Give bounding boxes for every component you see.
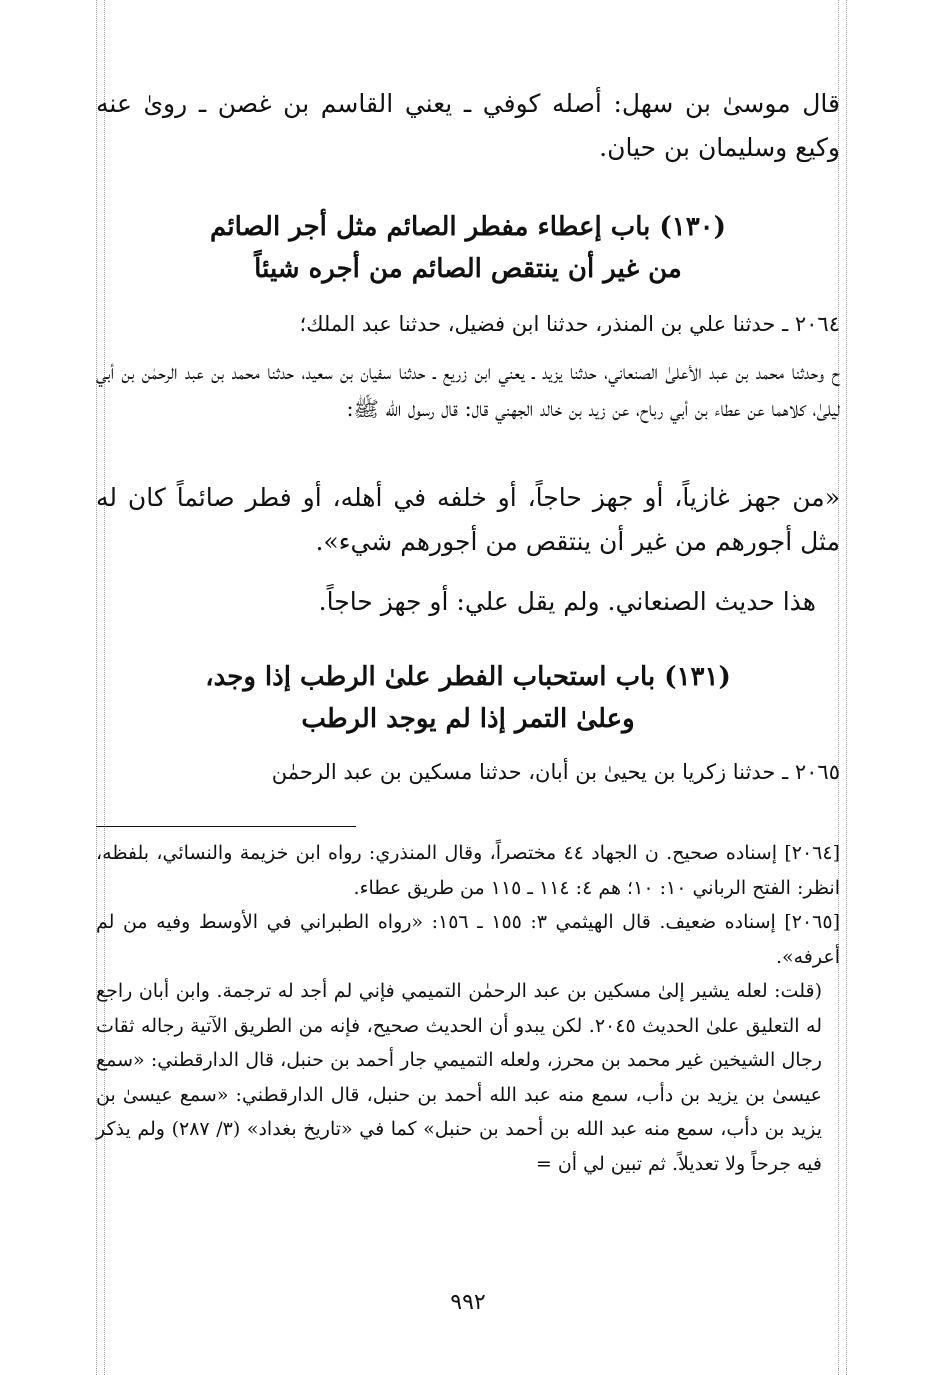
hadith-2064-note: هذا حديث الصنعاني. ولم يقل علي: أو جهز حاجاً. [318,587,816,616]
footnote-2065-ref: [٢٠٦٥] [784,911,840,933]
footnote-2065-comment: (قلت: لعله يشير إلىٰ مسكين بن عبد الرحمٰن التميمي فإني لم أجد له ترجمة. وابن أبان راجع له التعليق علىٰ الحديث ٢٠٤٥. لكن يبدو أن الحديث صحيح، فإنه من الطريق الآتية رجاله ثقات رجال الشيخين غير محمد بن محرز، ولعله التميمي جار أحمد بن حنبل، قال الدارقطني: «سمع عيسىٰ بن يزيد بن دأب، سمع منه عبد الله أحمد بن حنبل، قال الدارقطني: «سمع عيسىٰ بن يزيد بن دأب، سمع منه عبد الله بن أحمد بن حنبل» كما في «تاريخ بغداد» (٣/ ٢٨٧) ولم يذكر فيه جرحاً ولا تعديلاً. ثم تبين لي أن = [96,980,823,1175]
chapter-heading-130-line1: (١٣٠) باب إعطاء مفطر الصائم مثل أجر الصائم [210,212,726,242]
intro-paragraph: قال موسىٰ بن سهل: أصله كوفي ـ يعني القاسم بن غصن ـ روىٰ عنه وكيع وسليمان بن حيان. [96,89,840,162]
hadith-2064-opening: ٢٠٦٤ ـ حدثنا علي بن المنذر، حدثنا ابن فضيل، حدثنا عبد الملك؛ [299,312,840,336]
book-page [96,0,840,1375]
footnote-2065-text: إسناده ضعيف. قال الهيثمي ٣: ١٥٥ ـ ١٥٦: «رواه الطبراني في الأوسط وفيه من لم أعرفه». [96,911,840,968]
chapter-heading-131 [96,656,840,740]
footnote-2064 [96,836,840,905]
page-number: ٩٩٢ [450,1290,486,1315]
chapter-heading-130 [96,206,840,290]
scan-guide-right-outer [846,0,847,1375]
hadith-2064-matn: «من جهز غازياً، أو جهز حاجاً، أو خلفه في أهله، أو فطر صائماً كان له مثل أجورهم من غير أن ينتقص من أجورهم شيء». [96,483,840,556]
hadith-2064-isnad: ح وحدثنا محمد بن عبد الأعلىٰ الصنعاني، حدثنا يزيد ـ يعني ابن زريع ـ حدثنا سفيان بن سعيد، حدثنا محمد بن عبد الرحمٰن بن أبي ليلىٰ، كلاهما عن عطاء بن أبي رباح، عن زيد بن خالد الجهني قال: قال رسول الله ﷺ: [96,360,840,421]
footnote-2064-text: إسناده صحيح. ن الجهاد ٤٤ مختصراً، وقال المنذري: رواه ابن خزيمة والنسائي، بلفظه، انظر: الفتح الرباني ١٠: ١٠؛ هم ٤: ١١٤ ـ ١١٥ من طريق عطاء. [96,842,840,899]
chapter-heading-130-line2: من غير أن ينتقص الصائم من أجره شيئاً [254,254,682,284]
hadith-2065-opening: ٢٠٦٥ ـ حدثنا زكريا بن يحيىٰ بن أبان، حدثنا مسكين بن عبد الرحمٰن [271,760,840,784]
footnote-divider [96,826,356,827]
footnote-2065 [96,905,840,974]
footnotes-section [96,836,840,1181]
chapter-heading-131-line1: (١٣١) باب استحباب الفطر علىٰ الرطب إذا وجد، [205,662,731,692]
footnote-2064-ref: [٢٠٦٤] [784,842,840,864]
chapter-heading-131-line2: وعلىٰ التمر إذا لم يوجد الرطب [301,704,635,734]
